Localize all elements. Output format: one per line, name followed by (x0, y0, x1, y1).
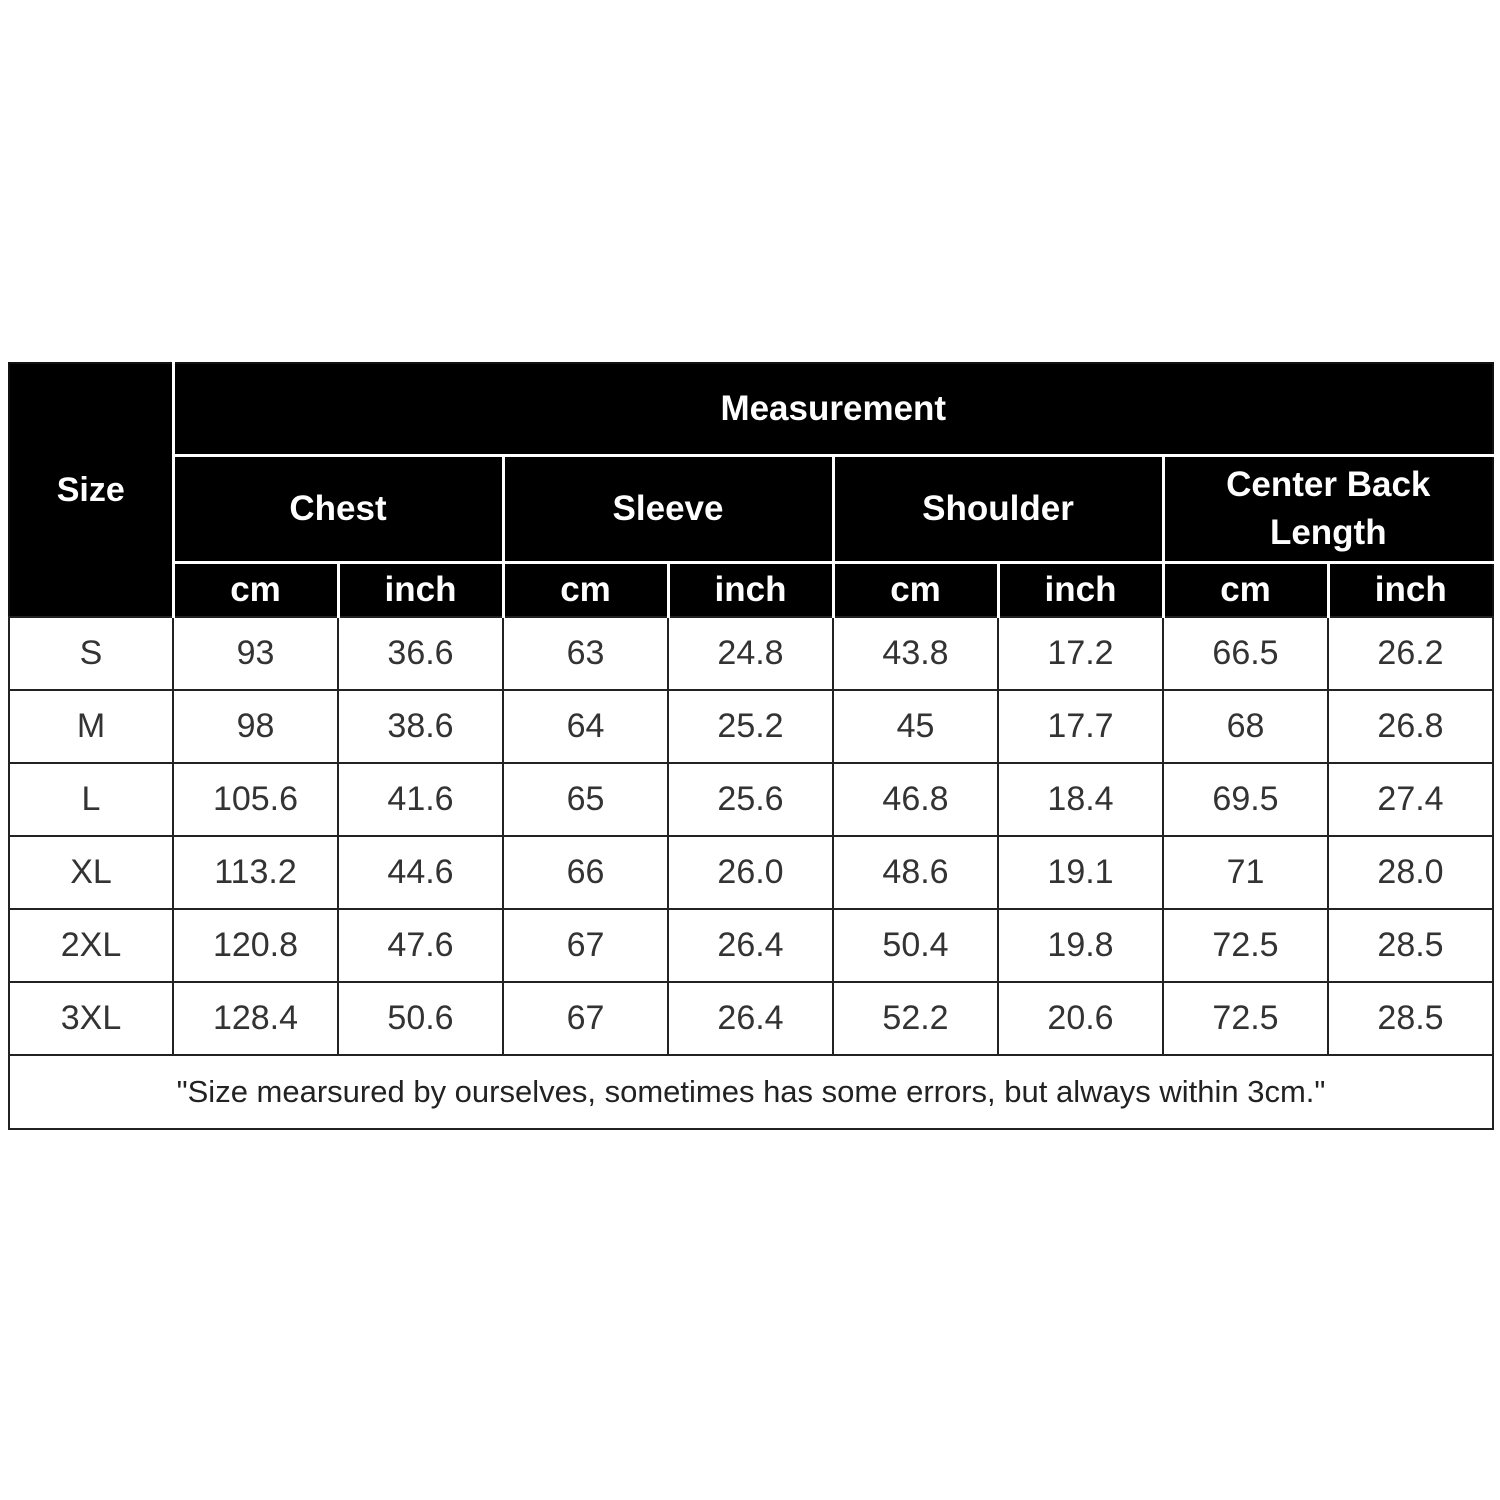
size-cell: 2XL (9, 909, 173, 982)
table-row (9, 836, 1493, 909)
value-cell: 63 (503, 617, 668, 690)
value-cell: 25.6 (668, 763, 833, 836)
value-cell: 71 (1163, 836, 1328, 909)
value-cell: 45 (833, 690, 998, 763)
value-cell: 66.5 (1163, 617, 1328, 690)
size-cell: 3XL (9, 982, 173, 1055)
unit-header: cm (173, 563, 338, 618)
value-cell: 28.5 (1328, 982, 1493, 1055)
unit-header: inch (338, 563, 503, 618)
table-row (9, 763, 1493, 836)
value-cell: 128.4 (173, 982, 338, 1055)
value-cell: 36.6 (338, 617, 503, 690)
value-cell: 19.8 (998, 909, 1163, 982)
value-cell: 69.5 (1163, 763, 1328, 836)
value-cell: 72.5 (1163, 982, 1328, 1055)
value-cell: 26.0 (668, 836, 833, 909)
value-cell: 66 (503, 836, 668, 909)
value-cell: 72.5 (1163, 909, 1328, 982)
table-row (9, 690, 1493, 763)
value-cell: 28.5 (1328, 909, 1493, 982)
value-cell: 27.4 (1328, 763, 1493, 836)
value-cell: 19.1 (998, 836, 1163, 909)
value-cell: 17.7 (998, 690, 1163, 763)
table-row (9, 909, 1493, 982)
value-cell: 68 (1163, 690, 1328, 763)
table-row (9, 617, 1493, 690)
value-cell: 52.2 (833, 982, 998, 1055)
value-cell: 26.8 (1328, 690, 1493, 763)
value-cell: 93 (173, 617, 338, 690)
value-cell: 64 (503, 690, 668, 763)
unit-header: cm (503, 563, 668, 618)
size-column-header: Size (9, 363, 173, 617)
value-cell: 46.8 (833, 763, 998, 836)
measurement-note: "Size mearsured by ourselves, sometimes has some errors, but always within 3cm." (9, 1055, 1493, 1129)
value-cell: 24.8 (668, 617, 833, 690)
value-cell: 25.2 (668, 690, 833, 763)
value-cell: 43.8 (833, 617, 998, 690)
size-chart-table (8, 362, 1494, 1130)
chest-header: Chest (173, 456, 503, 563)
value-cell: 47.6 (338, 909, 503, 982)
value-cell: 41.6 (338, 763, 503, 836)
size-cell: XL (9, 836, 173, 909)
value-cell: 26.2 (1328, 617, 1493, 690)
value-cell: 28.0 (1328, 836, 1493, 909)
value-cell: 26.4 (668, 982, 833, 1055)
unit-header: inch (998, 563, 1163, 618)
center-back-length-header: Center Back Length (1163, 456, 1493, 563)
measurement-header: Measurement (173, 363, 1493, 456)
value-cell: 26.4 (668, 909, 833, 982)
size-cell: M (9, 690, 173, 763)
unit-header: inch (1328, 563, 1493, 618)
value-cell: 50.6 (338, 982, 503, 1055)
value-cell: 18.4 (998, 763, 1163, 836)
size-cell: L (9, 763, 173, 836)
sleeve-header: Sleeve (503, 456, 833, 563)
value-cell: 20.6 (998, 982, 1163, 1055)
value-cell: 120.8 (173, 909, 338, 982)
unit-header: cm (833, 563, 998, 618)
unit-header: inch (668, 563, 833, 618)
shoulder-header: Shoulder (833, 456, 1163, 563)
size-cell: S (9, 617, 173, 690)
value-cell: 44.6 (338, 836, 503, 909)
value-cell: 38.6 (338, 690, 503, 763)
value-cell: 65 (503, 763, 668, 836)
note-row (9, 1055, 1493, 1129)
value-cell: 98 (173, 690, 338, 763)
value-cell: 67 (503, 909, 668, 982)
value-cell: 17.2 (998, 617, 1163, 690)
table-row (9, 982, 1493, 1055)
value-cell: 50.4 (833, 909, 998, 982)
value-cell: 67 (503, 982, 668, 1055)
value-cell: 113.2 (173, 836, 338, 909)
value-cell: 105.6 (173, 763, 338, 836)
value-cell: 48.6 (833, 836, 998, 909)
unit-header: cm (1163, 563, 1328, 618)
